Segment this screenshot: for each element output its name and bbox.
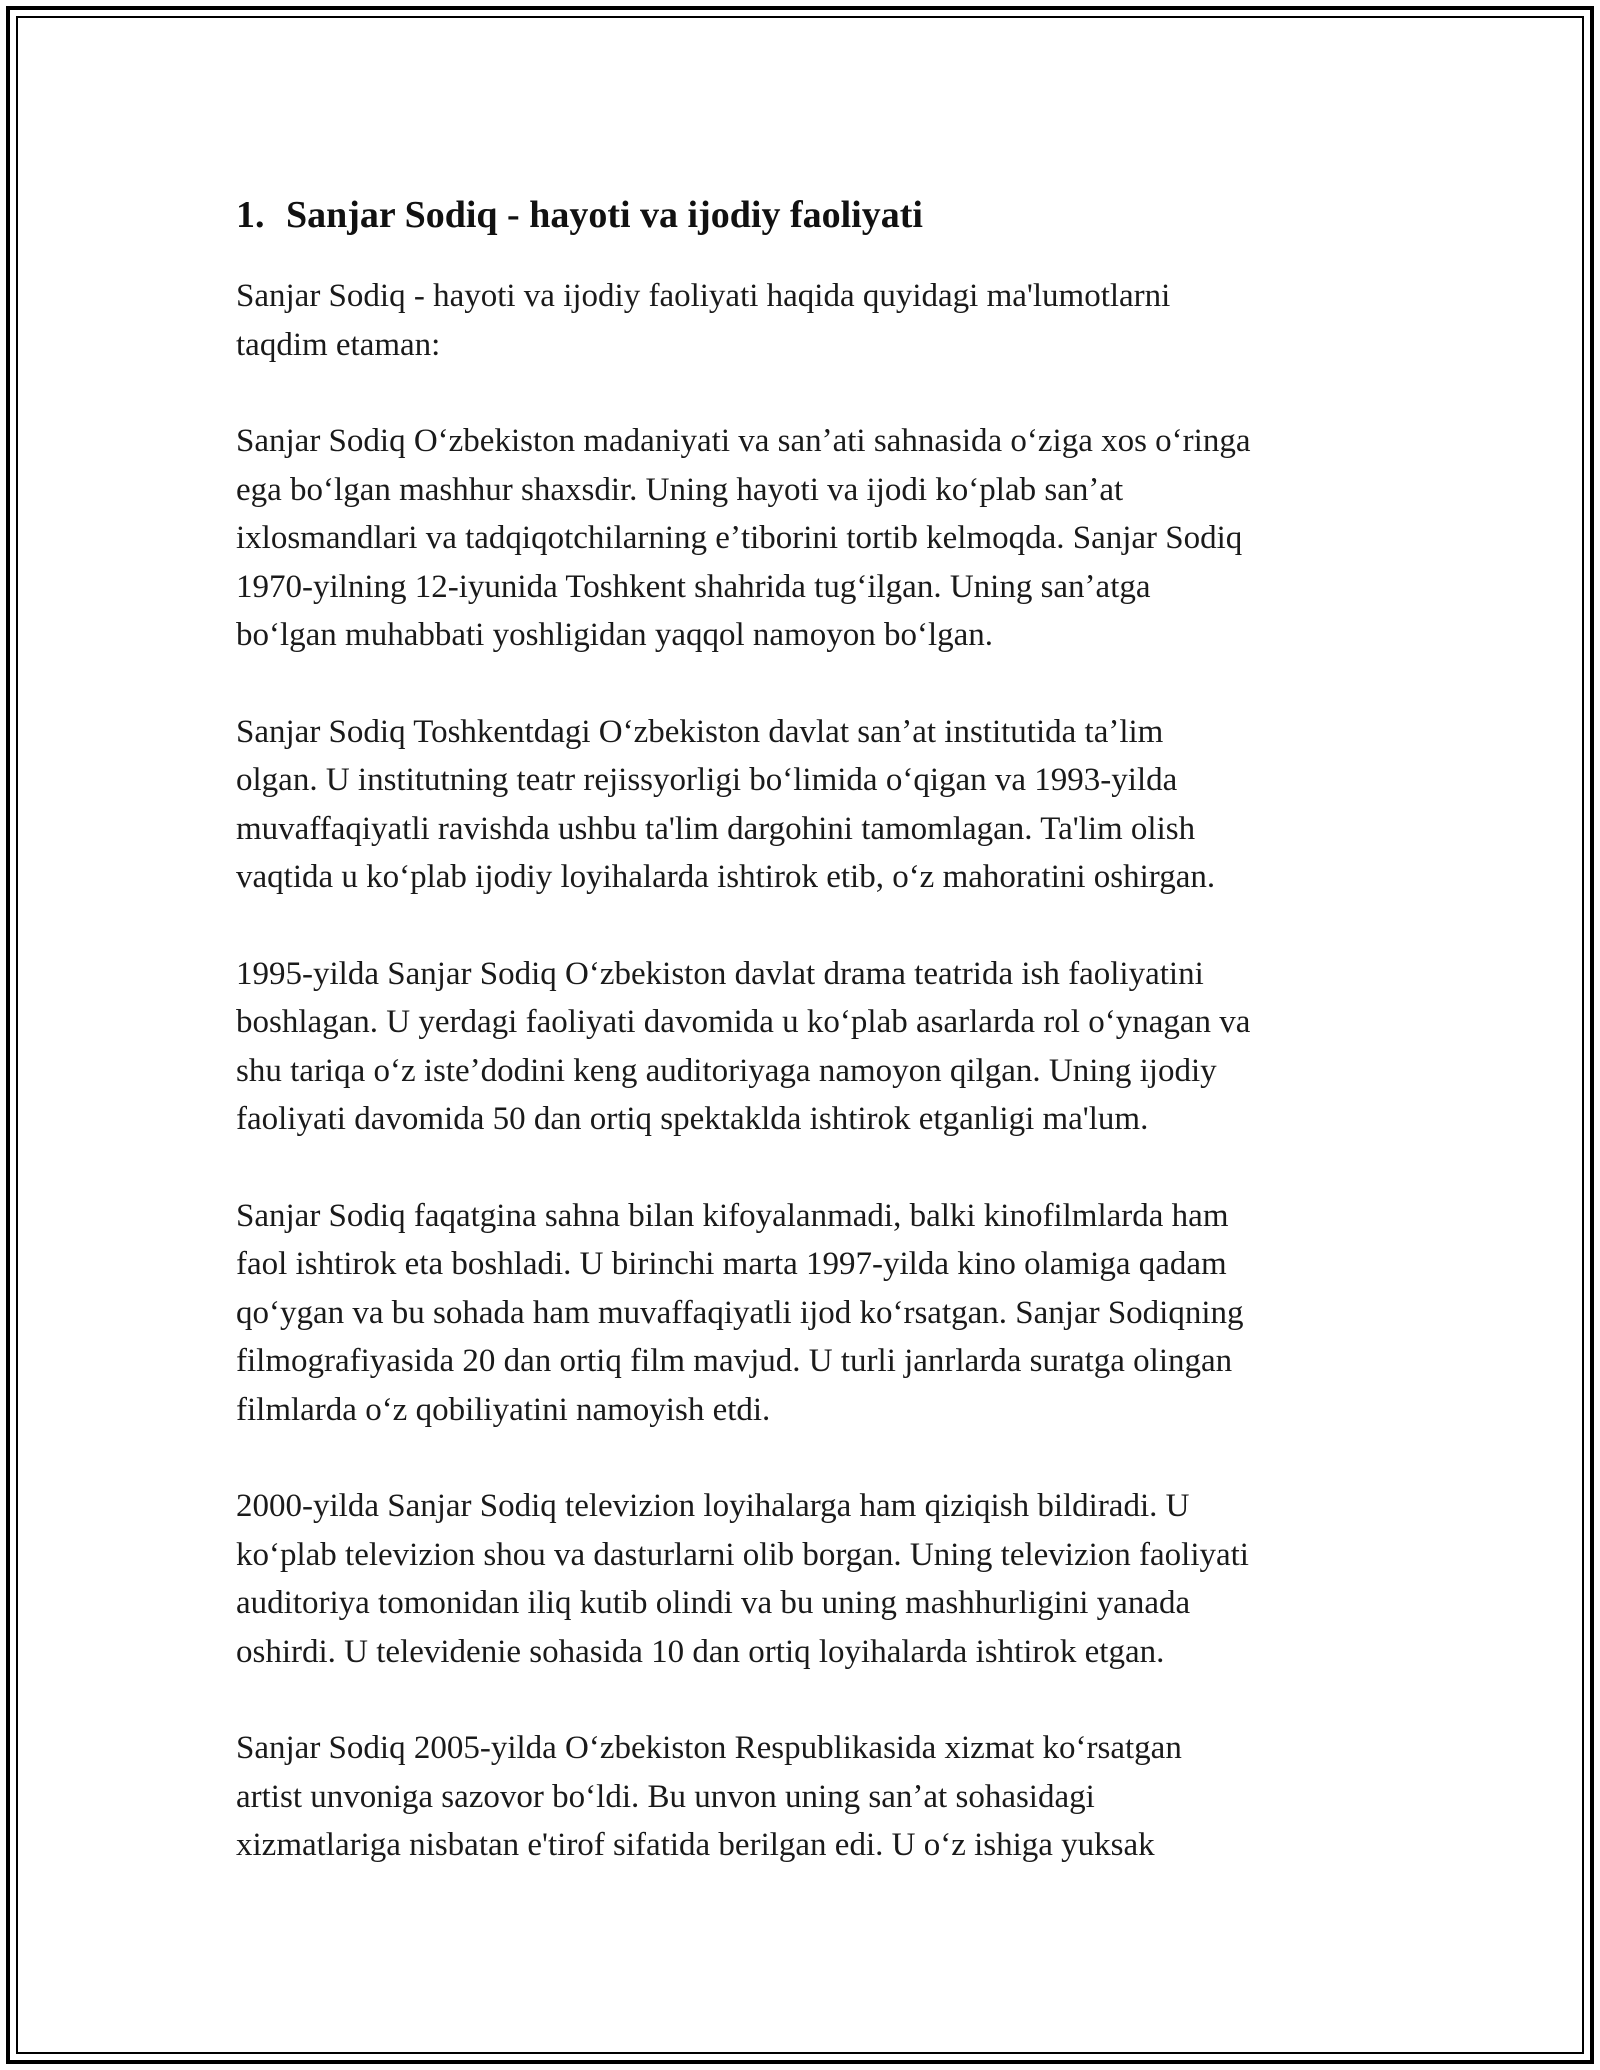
document-body [236, 186, 1386, 1918]
paragraph-honors: Sanjar Sodiq 2005-yilda Oʻzbekiston Respublikasida xizmat koʻrsatgan artist unvoniga sazovor boʻldi. Bu unvon uning sanʼat sohasidagi xizmatlariga nisbatan e'tirof sifatida berilgan edi. U oʻz ishiga yuksak [236, 1730, 1182, 1863]
section-heading [236, 186, 1386, 244]
paragraph-theatre-career: 1995-yilda Sanjar Sodiq Oʻzbekiston davlat drama teatrida ish faoliyatini boshlagan. U yerdagi faoliyati davomida u koʻplab asarlarda rol oʻynagan va shu tariqa oʻz isteʼdodini keng auditoriyaga namoyon qilgan. Uning ijodiy faoliyati davomida 50 dan ortiq spektaklda ishtirok etganligi ma'lum. [236, 955, 1251, 1137]
section-number: 1. [236, 194, 265, 236]
paragraph-biography: Sanjar Sodiq Oʻzbekiston madaniyati va sanʼati sahnasida oʻziga xos oʻringa ega boʻlgan mashhur shaxsdir. Uning hayoti va ijodi koʻplab sanʼat ixlosmandlari va tadqiqotchilarning eʼtiborini tortib kelmoqda. Sanjar Sodiq 1970-yilning 12-iyunida Toshkent shahrida tugʻilgan. Uning sanʼatga boʻlgan muhabbati yoshligidan yaqqol namoyon boʻlgan. [236, 423, 1251, 653]
paragraph-intro: Sanjar Sodiq - hayoti va ijodiy faoliyati haqida quyidagi ma'lumotlarni taqdim etaman: [236, 278, 1171, 363]
paragraph-education: Sanjar Sodiq Toshkentdagi Oʻzbekiston davlat sanʼat institutida taʼlim olgan. U institutning teatr rejissyorligi boʻlimida oʻqigan va 1993-yilda muvaffaqiyatli ravishda ushbu ta'lim dargohini tamomlagan. Ta'lim olish vaqtida u koʻplab ijodiy loyihalarda ishtirok etib, oʻz mahoratini oshirgan. [236, 713, 1216, 895]
paragraph-film-career: Sanjar Sodiq faqatgina sahna bilan kifoyalanmadi, balki kinofilmlarda ham faol ishtirok eta boshladi. U birinchi marta 1997-yilda kino olamiga qadam qoʻygan va bu sohada ham muvaffaqiyatli ijod koʻrsatgan. Sanjar Sodiqning filmografiyasida 20 dan ortiq film mavjud. U turli janrlarda suratga olingan filmlarda oʻz qobiliyatini namoyish etdi. [236, 1197, 1244, 1428]
paragraph-television: 2000-yilda Sanjar Sodiq televizion loyihalarga ham qiziqish bildiradi. U koʻplab televizion shou va dasturlarni olib borgan. Uning televizion faoliyati auditoriya tomonidan iliq kutib olindi va bu uning mashhurligini yanada oshirdi. U televidenie sohasida 10 dan ortiq loyihalarda ishtirok etgan. [236, 1488, 1249, 1670]
section-title: Sanjar Sodiq - hayoti va ijodiy faoliyati [286, 194, 923, 236]
